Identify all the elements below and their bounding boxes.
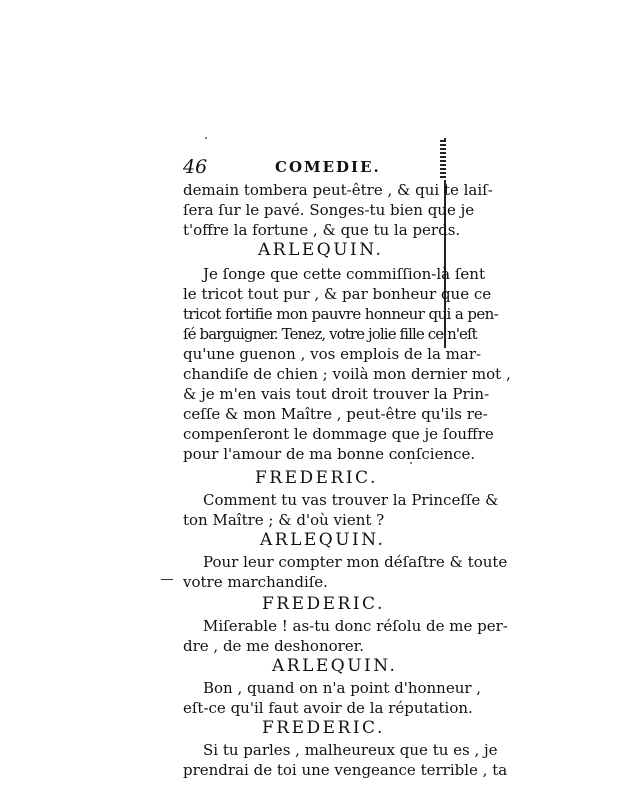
page-number: 46 — [183, 156, 208, 178]
text-line: Si tu parles , malheureux que tu es , je — [203, 741, 498, 759]
speaker-name: ARLEQUIN. — [260, 530, 386, 550]
text-line: eſt-ce qu'il faut avoir de la réputation. — [183, 699, 473, 717]
text-line: dre , de me deshonorer. — [183, 637, 364, 655]
text-line: Bon , quand on n'a point d'honneur , — [203, 679, 482, 697]
margin-mark — [161, 579, 173, 580]
text-line: chandiſe de chien ; voilà mon dernier mot , — [183, 365, 511, 383]
text-line: pour l'amour de ma bonne conſcience. — [183, 445, 476, 463]
text-line: le tricot tout pur , & par bonheur que ce — [183, 285, 492, 303]
ink-speck — [205, 137, 207, 139]
text-line: ſera ſur le pavé. Songes-tu bien que je — [183, 201, 475, 219]
text-line: Miſerable ! as-tu donc réſolu de me per- — [203, 617, 508, 635]
speaker-name: FREDERIC. — [262, 594, 385, 614]
text-line: ceſſe & mon Maître , peut-être qu'ils re- — [183, 405, 488, 423]
text-line: ſé barguigner. Tenez, votre jolie fille ce n'eſt — [183, 325, 477, 343]
text-line: t'offre la fortune , & que tu la perds. — [183, 221, 461, 239]
speaker-name: FREDERIC. — [255, 468, 378, 488]
text-line: Comment tu vas trouver la Princeſſe & — [203, 491, 499, 509]
text-line: votre marchandiſe. — [183, 573, 328, 591]
speaker-name: ARLEQUIN. — [272, 656, 398, 676]
speaker-name: FREDERIC. — [262, 718, 385, 738]
text-line: & je m'en vais tout droit trouver la Prin- — [183, 385, 490, 403]
running-title: COMEDIE. — [275, 158, 381, 176]
text-line: tricot fortifie mon pauvre honneur qui a pen- — [183, 305, 499, 323]
page-header — [183, 156, 443, 180]
speaker-name: ARLEQUIN. — [258, 240, 384, 260]
text-line: demain tombera peut-être , & qui te laiſ- — [183, 181, 493, 199]
text-line: compenſeront le dommage que je ſouffre — [183, 425, 494, 443]
text-line: qu'une guenon , vos emplois de la mar- — [183, 345, 482, 363]
text-line: ton Maître ; & d'où vient ? — [183, 511, 385, 529]
text-line: Pour leur compter mon déſaſtre & toute — [203, 553, 508, 571]
text-line: prendrai de toi une vengeance terrible , ta — [183, 761, 508, 779]
text-line: Je ſonge que cette commiſſion-là ſent — [203, 265, 485, 283]
